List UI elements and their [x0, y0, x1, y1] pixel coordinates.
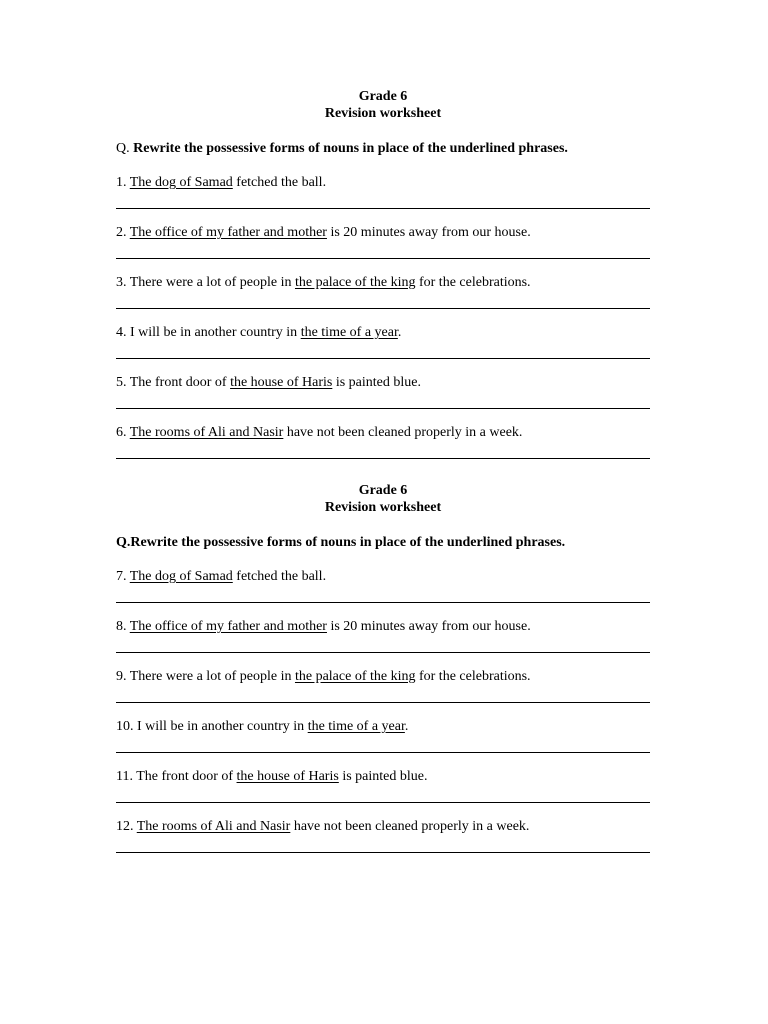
question-before: The front door of — [129, 375, 227, 390]
underlined-phrase: the palace of the king — [294, 275, 416, 290]
underlined-phrase: the house of Haris — [236, 769, 339, 784]
question-list — [116, 568, 650, 853]
underlined-phrase: The dog of Samad — [129, 569, 233, 584]
underlined-phrase: the palace of the king — [294, 669, 416, 684]
underlined-phrase: the house of Haris — [230, 375, 333, 390]
question-item — [116, 374, 650, 409]
question-number: 3. — [116, 275, 127, 290]
question-text — [116, 274, 650, 291]
question-text — [116, 424, 650, 441]
question-after: have not been cleaned properly in a week. — [286, 425, 523, 440]
answer-line[interactable] — [116, 752, 650, 753]
question-before: I will be in another country in — [130, 325, 298, 340]
question-number: 7. — [116, 569, 127, 584]
underlined-phrase: the time of a year — [300, 325, 398, 340]
question-text — [116, 618, 650, 635]
question-after: is painted blue. — [342, 769, 428, 784]
question-after: is painted blue. — [335, 375, 421, 390]
answer-line[interactable] — [116, 652, 650, 653]
question-after: is 20 minutes away from our house. — [330, 225, 531, 240]
question-before: I will be in another country in — [137, 719, 305, 734]
worksheet-section-2 — [116, 482, 650, 853]
worksheet-section-1 — [116, 88, 650, 459]
question-item — [116, 324, 650, 359]
question-text — [116, 374, 650, 391]
question-text — [116, 818, 650, 835]
question-item — [116, 768, 650, 803]
answer-line[interactable] — [116, 458, 650, 459]
question-before: There were a lot of people in — [129, 669, 292, 684]
question-text — [116, 568, 650, 585]
question-after: fetched the ball. — [236, 175, 327, 190]
question-text — [116, 668, 650, 685]
question-text — [116, 174, 650, 191]
question-item — [116, 174, 650, 209]
question-after: for the celebrations. — [418, 669, 531, 684]
answer-line[interactable] — [116, 852, 650, 853]
question-text — [116, 324, 650, 341]
underlined-phrase: The office of my father and mother — [129, 619, 327, 634]
underlined-phrase: the time of a year — [307, 719, 405, 734]
question-number: 12. — [116, 819, 134, 834]
grade-heading: Grade 6 — [358, 483, 408, 498]
answer-line[interactable] — [116, 258, 650, 259]
question-item — [116, 224, 650, 259]
grade-heading: Grade 6 — [358, 89, 408, 104]
answer-line[interactable] — [116, 802, 650, 803]
question-number: 11. — [116, 769, 133, 784]
question-after: . — [397, 325, 402, 340]
question-item — [116, 718, 650, 753]
question-after: for the celebrations. — [418, 275, 531, 290]
question-item — [116, 424, 650, 459]
question-text — [116, 768, 650, 785]
underlined-phrase: The dog of Samad — [129, 175, 233, 190]
answer-line[interactable] — [116, 358, 650, 359]
question-before: The front door of — [136, 769, 234, 784]
question-text — [116, 718, 650, 735]
question-item — [116, 274, 650, 309]
worksheet-title: Revision worksheet — [324, 106, 442, 121]
underlined-phrase: The rooms of Ali and Nasir — [129, 425, 284, 440]
question-number: 4. — [116, 325, 127, 340]
question-text — [116, 224, 650, 241]
question-number: 1. — [116, 175, 127, 190]
question-number: 10. — [116, 719, 134, 734]
instruction-prefix: Q. — [116, 535, 131, 550]
answer-line[interactable] — [116, 702, 650, 703]
answer-line[interactable] — [116, 408, 650, 409]
answer-line[interactable] — [116, 602, 650, 603]
worksheet-title: Revision worksheet — [324, 500, 442, 515]
instruction — [116, 140, 650, 157]
answer-line[interactable] — [116, 208, 650, 209]
question-number: 2. — [116, 225, 127, 240]
instruction-prefix: Q. — [116, 141, 130, 156]
instruction-text: Rewrite the possessive forms of nouns in place of the underlined phrases. — [130, 535, 566, 550]
question-number: 6. — [116, 425, 127, 440]
question-item — [116, 668, 650, 703]
question-item — [116, 618, 650, 653]
question-number: 9. — [116, 669, 127, 684]
question-number: 8. — [116, 619, 127, 634]
question-list — [116, 174, 650, 459]
question-number: 5. — [116, 375, 127, 390]
instruction-text: Rewrite the possessive forms of nouns in place of the underlined phrases. — [133, 141, 568, 156]
question-after: have not been cleaned properly in a week. — [293, 819, 530, 834]
question-after: fetched the ball. — [236, 569, 327, 584]
underlined-phrase: The rooms of Ali and Nasir — [136, 819, 291, 834]
question-item — [116, 818, 650, 853]
question-after: is 20 minutes away from our house. — [330, 619, 531, 634]
instruction — [116, 534, 650, 551]
question-before: There were a lot of people in — [129, 275, 292, 290]
question-item — [116, 568, 650, 603]
answer-line[interactable] — [116, 308, 650, 309]
underlined-phrase: The office of my father and mother — [129, 225, 327, 240]
question-after: . — [404, 719, 409, 734]
